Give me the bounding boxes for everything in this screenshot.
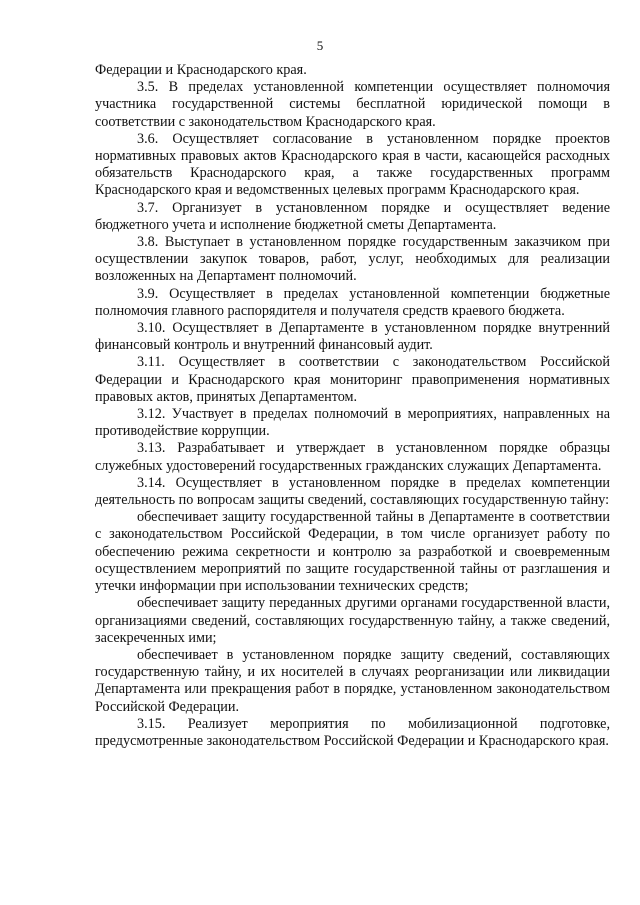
paragraph-3-7: 3.7. Организует в установленном порядке и осуществляет ведение бюджетного учета и исполнение бюджетной сметы Департамента.	[95, 199, 610, 233]
page-number: 5	[316, 38, 324, 53]
paragraph-3-14-item-1: обеспечивает защиту государственной тайны в Департаменте в соответствии с законодательством Российской Федерации, в том числе организует работу по обеспечению режима секретности и контролю за разработкой и своевременным осуществлением мероприятий по защите государственной тайны от разглашения и утечки информации при использовании технических средств;	[95, 509, 610, 595]
paragraph-3-14-item-2: обеспечивает защиту переданных другими органами государственной власти, организациями сведений, составляющих государственную тайну, а также сведений, засекреченных ими;	[95, 595, 610, 646]
paragraph-3-5: 3.5. В пределах установленной компетенции осуществляет полномочия участника государственной системы бесплатной юридической помощи в соответствии с законодательством Краснодарского края.	[95, 79, 610, 130]
paragraph-3-11: 3.11. Осуществляет в соответствии с законодательством Российской Федерации и Краснодарского края мониторинг правоприменения нормативных правовых актов, принятых Департаментом.	[95, 354, 610, 405]
paragraph-3-9: 3.9. Осуществляет в пределах установленной компетенции бюджетные полномочия главного распорядителя и получателя средств краевого бюджета.	[95, 285, 610, 319]
document-body	[95, 62, 610, 750]
paragraph-3-14: 3.14. Осуществляет в установленном порядке в пределах компетенции деятельность по вопросам защиты сведений, составляющих государственную тайну:	[95, 474, 610, 509]
paragraph-continuation: Федерации и Краснодарского края.	[95, 62, 307, 78]
paragraph-3-13: 3.13. Разрабатывает и утверждает в установленном порядке образцы служебных удостоверений государственных гражданских служащих Департамента.	[95, 440, 610, 474]
paragraph-3-6: 3.6. Осуществляет согласование в установленном порядке проектов нормативных правовых актов Краснодарского края в части, касающейся расходных обязательств Краснодарского края, а также государственных программ Краснодарского края и ведомственных целевых программ Краснодарского края.	[95, 130, 610, 199]
paragraph-3-8: 3.8. Выступает в установленном порядке государственным заказчиком при осуществлении закупок товаров, работ, услуг, необходимых для реализации возложенных на Департамент полномочий.	[95, 234, 610, 285]
paragraph-3-10: 3.10. Осуществляет в Департаменте в установленном порядке внутренний финансовый контроль и внутренний финансовый аудит.	[95, 320, 610, 354]
paragraph-3-12: 3.12. Участвует в пределах полномочий в мероприятиях, направленных на противодействие коррупции.	[95, 406, 610, 440]
paragraph-3-15: 3.15. Реализует мероприятия по мобилизационной подготовке, предусмотренные законодательством Российской Федерации и Краснодарского края.	[95, 715, 610, 749]
paragraph-3-14-item-3: обеспечивает в установленном порядке защиту сведений, составляющих государственную тайну, и их носителей в случаях реорганизации или ликвидации Департамента или прекращения работ в порядке, установленном законодательством Российской Федерации.	[95, 646, 610, 715]
